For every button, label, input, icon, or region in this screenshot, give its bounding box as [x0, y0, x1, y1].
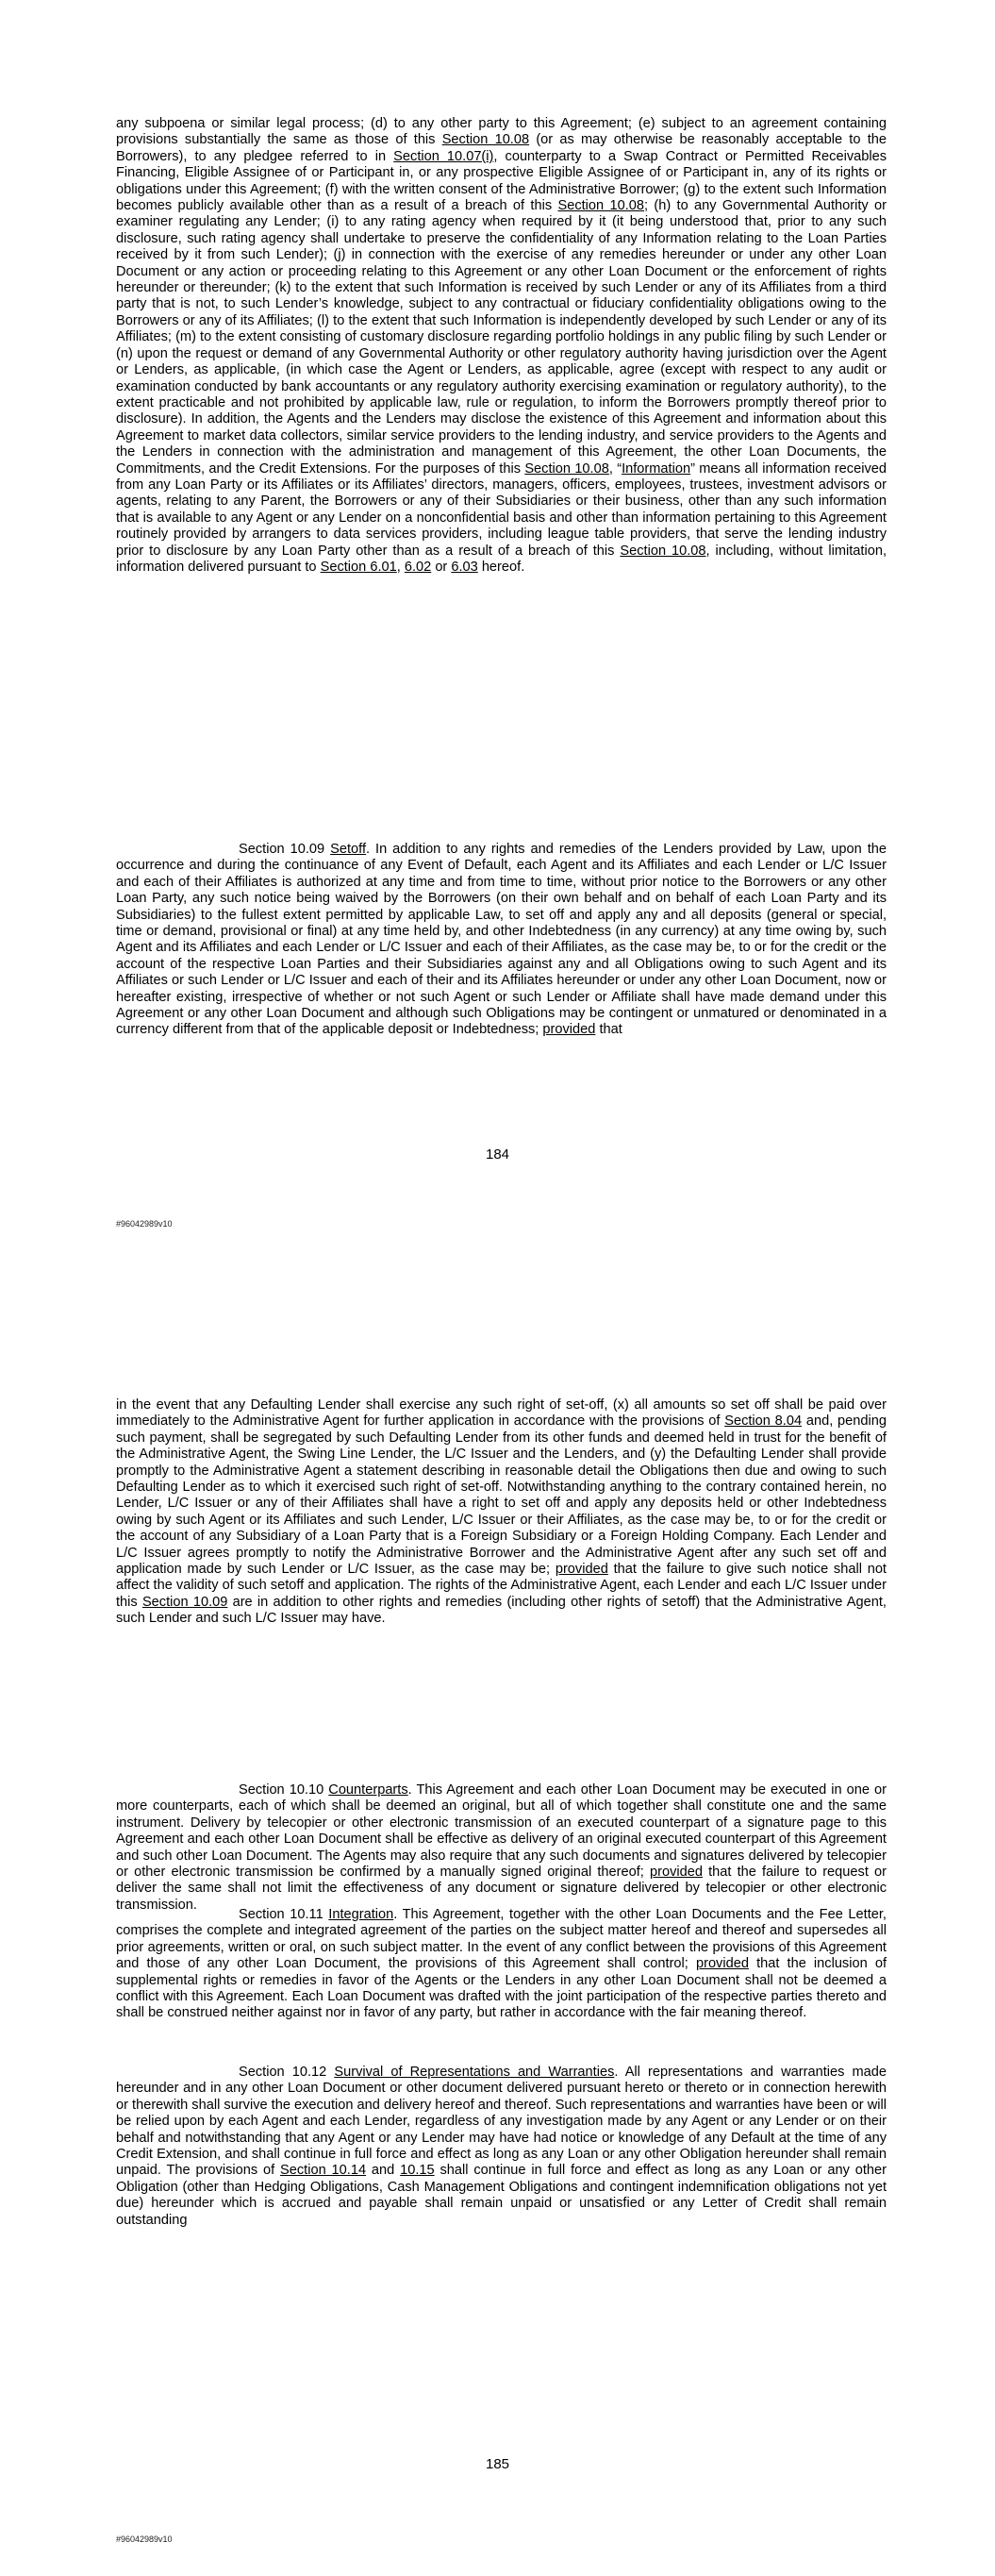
underlined-term: Counterparts	[328, 1782, 408, 1798]
text-run: , counterparty to a Swap Contract or Permitted Receivables Financing, Eligible Assignee of or Participant in, or any prospective Eligible Assignee of or Participant in, any of its rights or obligations under this Agreement; (f) with the written consent of the Administrative Borrower; (g) to the extent such Information becomes publicly available other than as a result of a breach of this	[116, 148, 887, 214]
underlined-term: 6.02	[404, 559, 432, 575]
paragraph-section-10-09-setoff	[116, 842, 887, 1039]
text-run: ,	[396, 559, 405, 575]
page-number: 184	[485, 1146, 510, 1163]
underlined-term: Section 6.01	[320, 559, 397, 575]
page-number: 185	[485, 2456, 510, 2472]
underlined-term: Section 10.08	[524, 460, 609, 477]
underlined-term: provided	[695, 1956, 749, 1972]
underlined-term: provided	[650, 1865, 703, 1881]
text-run: Section 10.12	[239, 2065, 335, 2080]
text-run: and	[366, 2163, 401, 2179]
underlined-term: Integration	[328, 1907, 394, 1922]
text-run: or	[431, 559, 452, 575]
text-run: Section 10.10	[239, 1782, 329, 1798]
text-run: any subpoena or similar legal process; (d) to any other party to this Agreement; (e) subject to an agreement containing provisions substantially the same as those of this	[116, 116, 887, 148]
underlined-term: Information	[622, 460, 691, 477]
text-run: ” means all information received from any Loan Party or its Affiliates or its Affiliates’ directors, managers, officers, employees, trustees, investment advisors or agents, relating to any Parent, the Borrowers or any of their Subsidiaries or their business, other than any such information that is available to any Agent or any Lender on a nonconfidential basis and other than information pertaining to this Agreement routinely provided by arrangers to data services providers, including league table providers, that serve the lending industry prior to disclosure by any Loan Party other than as a result of a breach of this	[116, 460, 887, 559]
text-run: Section 10.09	[239, 842, 331, 857]
text-run: shall continue in full force and effect as long as any Loan or any other Obligation (other than Hedging Obligations, Cash Management Obligations and contingent indemnification obligations not yet due) hereunder which is accrued and payable shall remain unpaid or unsatisfied or any Letter of Credit shall remain outstanding	[116, 2163, 887, 2228]
text-run: that the inclusion of supplemental rights or remedies in favor of the Agents or the Lenders in any other Loan Document shall not be deemed a conflict with this Agreement. Each Loan Document was drafted with the joint participation of the respective parties thereto and shall be construed neither against nor in favor of any party, but rather in accordance with the fair meaning thereof.	[116, 1956, 887, 2021]
text-run: hereof.	[477, 559, 525, 575]
underlined-term: Section 10.08	[441, 132, 530, 148]
page-185	[0, 1288, 995, 2576]
underlined-term: provided	[555, 1562, 608, 1578]
text-run: ; (h) to any Governmental Authority or examiner regulating any Lender; (i) to any rating agency when required by it (it being understood that, prior to any such disclosure, such rating agency shall undertake to preserve the confidentiality of any Information relating to the Loan Parties received by it from such Lender); (j) in connection with the exercise of any remedies hereunder or under any other Loan Document or any action or proceeding relating to this Agreement or any other Loan Document or the enforcement of rights hereunder or thereunder; (k) to the extent that such Information is received by such Lender or any of its Affiliates from a third party that is not, to such Lender’s knowledge, subject to any contractual or fiduciary confidentiality obligations owing to the Borrowers or any of its Affiliates; (l) to the extent that such Information is independently developed by such Lender or any of its Affiliates; (m) to the extent consisting of customary disclosure regarding portfolio holdings in any public filing by such Lender or (n) upon the request or demand of any Governmental Authority or other regulatory authority having jurisdiction over the Agent or Lenders, as applicable, (in which case the Agent or Lenders, as applicable, agree (except with respect to any audit or examination conducted by bank accountants or any regulatory authority exercising examination or regulatory authority), to the extent practicable and not prohibited by applicable law, rule or regulation, to inform the Borrowers promptly thereof prior to disclosure). In addition, the Agents and the Lenders may disclose the existence of this Agreement and information about this Agreement to market data collectors, similar service providers to the lending industry, and service providers to the Agents and the Lenders in connection with the administration and management of this Agreement, the other Loan Documents, the Commitments, and the Credit Extensions. For the purposes of this	[116, 198, 887, 477]
text-run: , including, without limitation, information delivered pursuant to	[116, 543, 887, 575]
underlined-term: 10.15	[400, 2163, 435, 2179]
text-run: that the failure to give such notice shall not affect the validity of such setoff and application. The rights of the Administrative Agent, each Lender and each L/C Issuer under this	[116, 1562, 887, 1610]
document-id: #96042989v10	[116, 1219, 173, 1229]
underlined-term: Section 8.04	[724, 1413, 803, 1430]
text-run: . This Agreement and each other Loan Document may be executed in one or more counterparts, each of which shall be deemed an original, but all of which together shall constitute one and the same instrument. Delivery by telecopier or other electronic transmission of an executed counterpart of a signature page to this Agreement and each other Loan Document shall be effective as delivery of an original executed counterpart of this Agreement and such other Loan Document. The Agents may also require that any such documents and signatures delivered by telecopier or other electronic transmission be confirmed by a manually signed original thereof;	[116, 1782, 887, 1881]
document-id: #96042989v10	[116, 2534, 173, 2544]
underlined-term: provided	[542, 1022, 596, 1038]
text-run: and, pending such payment, shall be segregated by such Defaulting Lender from its other funds and deemed held in trust for the benefit of the Administrative Agent, the Swing Line Lender, the L/C Issuer and the Lenders, and (y) the Defaulting Lender shall provide promptly to the Administrative Agent a statement describing in reasonable detail the Obligations then due and owing to such Defaulting Lender as to which it exercised such right of set-off. Notwithstanding anything to the contrary contained herein, no Lender, L/C Issuer or any of their Affiliates shall have a right to set off and apply any deposits held or other Indebtedness owing by such Agent or its Affiliates and such Lender, L/C Issuer or their Affiliates, as the case may be, to or for the credit or the account of any Subsidiary of a Loan Party that is a Foreign Subsidiary or a Foreign Holding Company. Each Lender and L/C Issuer agrees promptly to notify the Administrative Borrower and the Administrative Agent after any such set off and application made by such Lender or L/C Issuer, as the case may be;	[116, 1413, 887, 1578]
underlined-term: Setoff	[330, 842, 367, 857]
text-run: . In addition to any rights and remedies of the Lenders provided by Law, upon the occurrence and during the continuance of any Event of Default, each Agent and its Affiliates and each Lender or L/C Issuer and each of their Affiliates is authorized at any time and from time to time, without prior notice to the Borrowers or any other Loan Party, any such notice being waived by the Borrowers (on their own behalf and on behalf of each Loan Party and its Subsidiaries) to the fullest extent permitted by applicable Law, to set off and apply any and all deposits (general or special, time or demand, provisional or final) at any time held by, and other Indebtedness (in any currency) at any time owing by, such Agent and its Affiliates and each Lender or L/C Issuer and each of their Affiliates, as the case may be, to or for the credit or the account of the respective Loan Parties and their Subsidiaries against any and all Obligations owing to such Agent and its Affiliates or such Lender or L/C Issuer and each of their and its Affiliates hereunder or under any other Loan Document, now or hereafter existing, irrespective of whether or not such Agent or such Lender or Affiliate shall have made demand under this Agreement or any other Loan Document and although such Obligations may be contingent or unmatured or denominated in a currency different from that of the applicable deposit or Indebtedness;	[116, 842, 887, 1038]
paragraph-section-10-12-survival	[116, 2065, 887, 2229]
underlined-term: Section 10.14	[280, 2163, 367, 2179]
text-run: , “	[608, 460, 622, 477]
underlined-term: Survival of Representations and Warranties	[334, 2065, 615, 2080]
paragraph-section-10-10-counterparts	[116, 1782, 887, 1914]
text-run: are in addition to other rights and remedies (including other rights of setoff) that the Administrative Agent, such Lender and such L/C Issuer may have.	[116, 1594, 887, 1627]
text-run: (or as may otherwise be reasonably acceptable to the Borrowers), to any pledgee referred to in	[116, 132, 887, 164]
text-run: . This Agreement, together with the other Loan Documents and the Fee Letter, comprises the complete and integrated agreement of the parties on the subject matter hereof and thereof and supersedes all prior agreements, written or oral, on such subject matter. In the event of any conflict between the provisions of this Agreement and those of any other Loan Document, the provisions of this Agreement shall control;	[116, 1907, 887, 1972]
text-run: . All representations and warranties made hereunder and in any other Loan Document or other document delivered pursuant hereto or thereto or in connection herewith or therewith shall survive the execution and delivery hereof and thereof. Such representations and warranties have been or will be relied upon by each Agent and each Lender, regardless of any investigation made by any Agent or any Lender or on their behalf and notwithstanding that any Agent or any Lender may have had notice or knowledge of any Default at the time of any Credit Extension, and shall continue in full force and effect as long as any Loan or any other Obligation hereunder shall remain unpaid. The provisions of	[116, 2065, 887, 2179]
underlined-term: Section 10.08	[620, 543, 706, 559]
underlined-term: Section 10.08	[557, 198, 644, 214]
underlined-term: 6.03	[451, 559, 478, 575]
text-run: that the failure to request or deliver the same shall not limit the effectiveness of any document or signature delivered by telecopier or other electronic transmission.	[116, 1865, 887, 1913]
text-run: that	[595, 1022, 622, 1038]
paragraph-setoff-continued	[116, 1397, 887, 1628]
paragraph-section-10-11-integration	[116, 1907, 887, 2022]
text-run: in the event that any Defaulting Lender shall exercise any such right of set-off, (x) all amounts so set off shall be paid over immediately to the Administrative Agent for further application in accordance with the provisions of	[116, 1397, 887, 1430]
paragraph-confidentiality-continued	[116, 116, 887, 576]
underlined-term: Section 10.09	[141, 1594, 228, 1610]
underlined-term: Section 10.07(i)	[393, 148, 494, 164]
text-run: Section 10.11	[239, 1907, 329, 1922]
